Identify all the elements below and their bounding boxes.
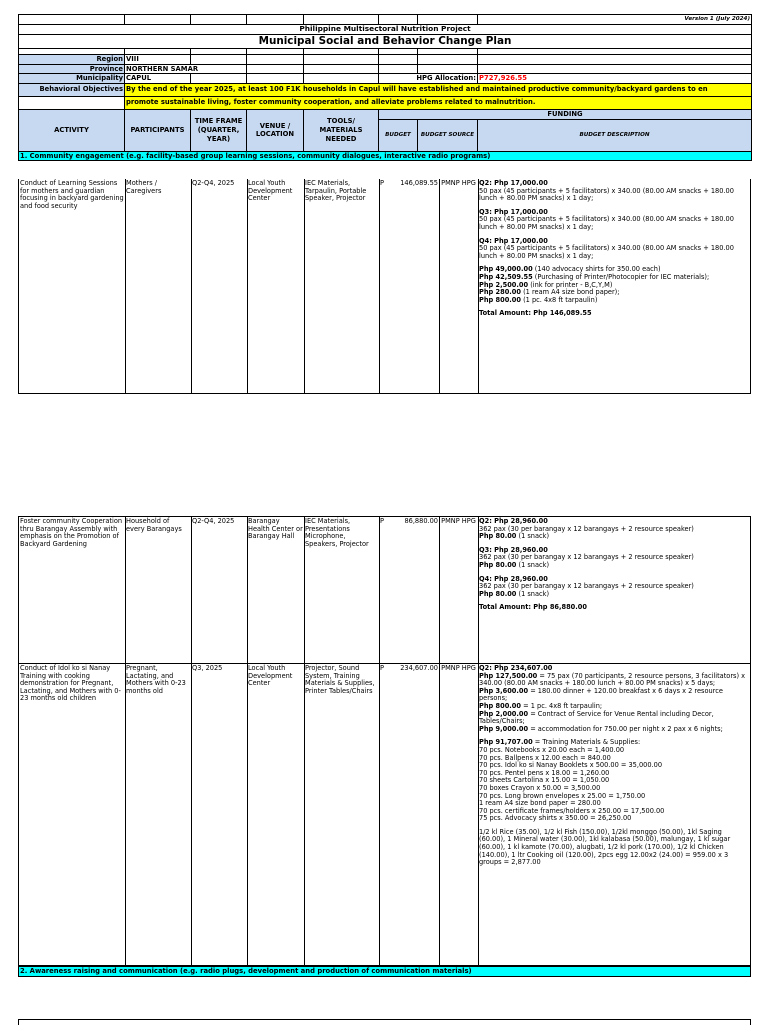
currency-symbol: P xyxy=(380,517,384,525)
currency-symbol: P xyxy=(380,664,384,672)
activity-row-3 xyxy=(18,664,751,966)
participants-text: Household of every Barangays xyxy=(126,517,182,533)
province-value: NORTHERN SAMAR xyxy=(125,64,247,74)
venue-text: Local Youth Development Center xyxy=(248,664,295,688)
activity-row-2 xyxy=(18,516,751,664)
activity-row-1 xyxy=(18,179,751,394)
currency-symbol: P xyxy=(380,179,384,187)
budget-source: PMNP HPG xyxy=(441,517,476,525)
budget-source: PMNP HPG xyxy=(441,179,476,187)
total-amount: Total Amount: Php 146,089.55 xyxy=(479,309,592,318)
tools-text: Projector, Sound System, Training Materials & Supplies, Printer Tables/Chairs xyxy=(305,664,377,695)
municipality-value: CAPUL xyxy=(125,74,191,84)
objectives-label: Behavioral Objectives xyxy=(19,83,125,96)
participants-text: Pregnant, Lactating, and Mothers with 0-23 months old xyxy=(126,664,188,695)
food-list: 1/2 kl Rice (35.00), 1/2 kl Fish (150.00), 1/2kl monggo (50.00), 1kl Saging (60.00), 1 Mineral water (30.00), 1kl kalabasa (50.00), malungay, 1 kl sugar (60.00), 1 kl kamote (70.00), alugbati, 1/2 kl pork (170.00), 1/2 kl Chicken (140.00), 1 ltr Cooking oil (120.00), 2pcs egg 12.00x2 (24.00) = 959.00 x 3 groups = 2,877.00 xyxy=(479,827,731,867)
col-budget-source: BUDGET SOURCE xyxy=(418,119,478,151)
municipality-label: Municipality xyxy=(19,74,125,84)
plan-title: Municipal Social and Behavior Change Plan xyxy=(19,35,752,49)
timeframe-text: Q3, 2025 xyxy=(192,664,223,672)
budget-amount: 86,880.00 xyxy=(404,517,438,525)
total-amount: Total Amount: Php 86,880.00 xyxy=(479,603,587,612)
activity-text: Foster community Cooperation thru Barangay Assembly with emphasis on the Promotion of Backyard Gardening xyxy=(20,517,125,548)
plan-header-table xyxy=(18,14,751,161)
venue-text: Barangay Health Center or Barangay Hall xyxy=(248,517,305,541)
budget-amount: 234,607.00 xyxy=(400,664,438,672)
hpg-allocation-label: HPG Allocation: xyxy=(379,74,478,84)
col-participants: PARTICIPANTS xyxy=(125,109,191,151)
activity-text: Conduct of Idol ko si Nanay Training with cooking demonstration for Pregnant, Lactating, and Mothers with 0-23 months old children xyxy=(20,664,121,703)
timeframe-text: Q2-Q4, 2025 xyxy=(192,179,235,187)
col-timeframe: TIME FRAME (QUARTER, YEAR) xyxy=(191,109,247,151)
timeframe-text: Q2-Q4, 2025 xyxy=(192,517,235,525)
tools-text: IEC Materials, Tarpaulin, Portable Speaker, Projector xyxy=(305,179,369,203)
budget-description: Q2: Php 17,000.00 50 pax (45 participants + 5 facilitators) x 340.00 (80.00 AM snacks + 180.00 lunch + 80.00 PM snacks) x 1 day; Q3: Php 17,000.00 50 pax (45 participants + 5 facilitators) x 340.00 (80.00 AM snacks + 180.00 lunch + 80.00 PM snacks) x 1 day; Q4: Php 17,000.00 50 pax (45 participants + 5 facilitators) x 340.00 (80.00 AM snacks + 180.00 lunch + 80.00 PM snacks) x 1 day; Php 49,000.00 (140 advocacy shirts for 350.00 each) Php 42,509.55 (Purchasing of Printer/Photocopier for IEC materials); Php 2,500.00 (ink for printer - B,C,Y,M) Php 280.00 (1 ream A4 size bond paper); Php 800.00 (1 pc. 4x8 ft tarpaulin) Total Amount: Php 146,089.55 xyxy=(479,179,734,318)
region-label: Region xyxy=(19,55,125,65)
province-label: Province xyxy=(19,64,125,74)
col-activity: ACTIVITY xyxy=(19,109,125,151)
col-tools: TOOLS/ MATERIALS NEEDED xyxy=(304,109,379,151)
section-2-heading: 2. Awareness raising and communication (e.g. radio plugs, development and production of communication materials) xyxy=(19,967,751,977)
hpg-allocation-value: P727,926.55 xyxy=(478,74,752,84)
section-1-heading: 1. Community engagement (e.g. facility-based group learning sessions, community dialogues, interactive radio programs) xyxy=(19,151,752,161)
col-budget: BUDGET xyxy=(379,119,418,151)
region-value: VIII xyxy=(125,55,191,65)
objectives-line-2: promote sustainable living, foster community cooperation, and alleviate problems related to malnutrition. xyxy=(125,96,752,109)
project-title: Philippine Multisectoral Nutrition Project xyxy=(19,25,752,35)
participants-text: Mothers / Caregivers xyxy=(126,179,162,195)
budget-description: Q2: Php 234,607.00 Php 127,500.00 = 75 pax (70 participants, 2 resource persons, 3 facilitators) x 340.00 (80.00 AM snacks + 180.00 lunch + 80.00 PM snacks) x 5 days; Php 3,600.00 = 180.00 dinner + 120.00 breakfast x 6 days x 2 resource persons; Php 800.00 = 1 pc. 4x8 ft tarpaulin; Php 2,000.00 = Contract of Service for Venue Rental including Decor, Tables/Chairs; Php 9,000.00 = accommodation for 750.00 per night x 2 pax x 6 nights; Php 91,707.00 = Training Materials & Supplies: 70 pcs. Notebooks x 20.00 each = 1,400.00 70 pcs. Ballpens x 12.00 each = 840.00 70 pcs. Idol ko si Nanay Booklets x 500.00 = 35,000.00 70 pcs. Pentel pens x 18.00 = 1,260.00 70 sheets Cartolina x 15.00 = 1,050.00 70 boxes Crayon x 50.00 = 3,500.00 70 pcs. Long brown envelopes x 25.00 = 1,750.00 1 ream A4 size bond paper = 280.00 70 pcs. certificate frames/holders x 250.00 = 17,500.00 75 pcs. Advocacy shirts x 350.00 = 26,250.00 1/2 kl Rice (35.00), 1/2 kl Fish (150.00), 1/2kl monggo (50.00), 1kl Saging (60.00), 1 Mineral water (30.00), 1kl kalabasa (50.00), malungay, 1 kl sugar (60.00), 1 kl kamote (70.00), alugbati, 1/2 kl pork (170.00), 1/2 kl Chicken (140.00), 1 ltr Cooking oil (120.00), 2pcs egg 12.00x2 (24.00) = 959.00 x 3 groups = 2,877.00 xyxy=(478,664,751,874)
col-funding: FUNDING xyxy=(379,109,752,119)
col-budget-description: BUDGET DESCRIPTION xyxy=(478,119,752,151)
col-venue: VENUE / LOCATION xyxy=(247,109,304,151)
section-2-row xyxy=(18,966,751,977)
venue-text: Local Youth Development Center xyxy=(248,179,295,203)
objectives-line-1: By the end of the year 2025, at least 100 F1K households in Capul will have established and maintained productive community/backyard gardens to en xyxy=(125,83,752,96)
budget-source: PMNP HPG xyxy=(441,664,476,672)
tools-text: IEC Materials, Presentations Microphone, Speakers, Projector xyxy=(305,517,369,548)
version-label: Version 1 (July 2024) xyxy=(478,15,752,25)
activity-text: Conduct of Learning Sessions for mothers and guardian focusing in backyard gardening and food security xyxy=(20,179,126,210)
next-page-edge xyxy=(18,1019,751,1025)
budget-description: Q2: Php 28,960.00 362 pax (30 per barangay x 12 barangays + 2 resource speaker) Php 80.00 (1 snack) Q3: Php 28,960.00 362 pax (30 per barangay x 12 barangays + 2 resource speaker) Php 80.00 (1 snack) Q4: Php 28,960.00 362 pax (30 per barangay x 12 barangays + 2 resource speaker) Php 80.00 (1 snack) Total Amount: Php 86,880.00 xyxy=(479,517,694,612)
budget-amount: 146,089.55 xyxy=(400,179,438,187)
